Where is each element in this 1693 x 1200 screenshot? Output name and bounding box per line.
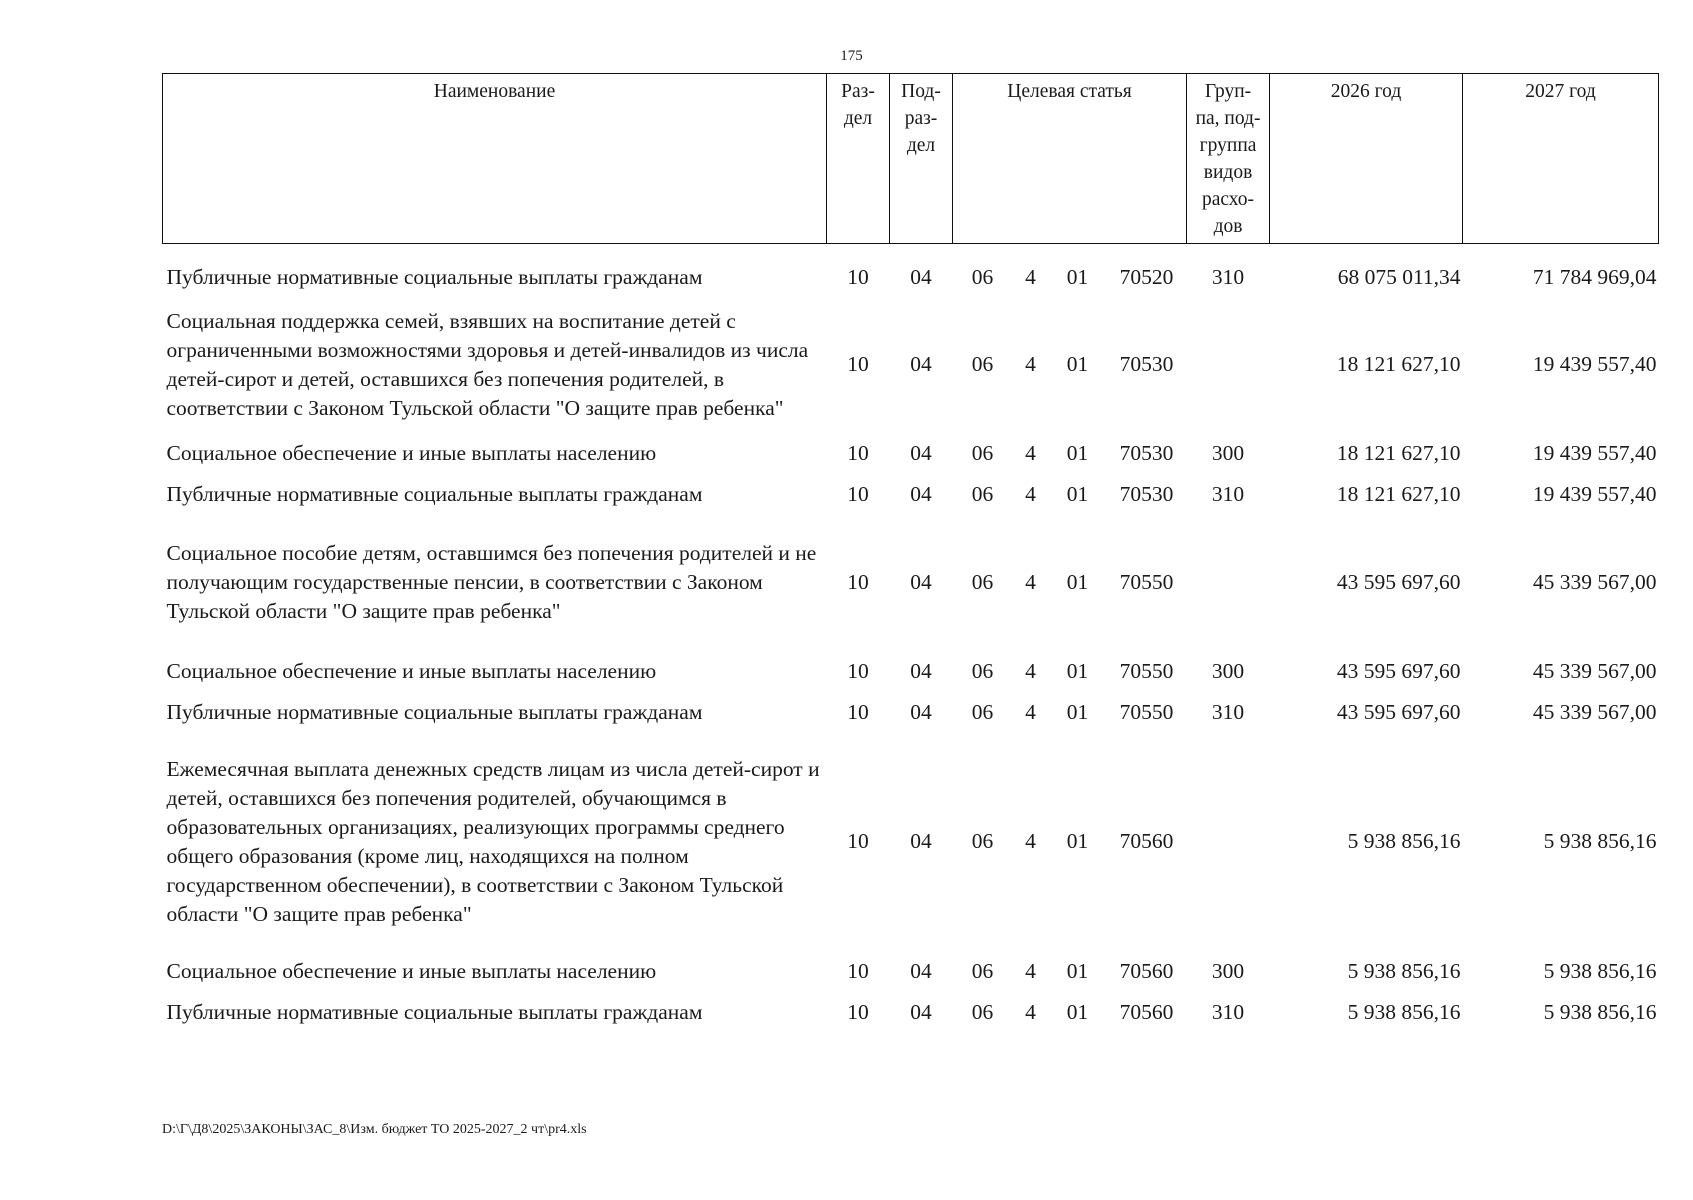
row-vid-rashodov (1187, 515, 1270, 651)
row-name: Социальное обеспечение и иные выплаты населению (166, 658, 657, 683)
row-cs-complex: 01 (1066, 958, 1089, 983)
row-vid-rashodov: 300 (1211, 658, 1245, 683)
row-cs-complex: 01 (1066, 999, 1089, 1024)
row-cs-direction: 70530 (1119, 440, 1174, 465)
row-amount-2027: 19 439 557,40 (1532, 352, 1657, 376)
row-cs-direction: 70550 (1119, 570, 1174, 594)
row-name: Ежемесячная выплата денежных средств лицам из числа детей-сирот и детей, оставшихся без попечения родителей, обучающимся в образовательных организациях, реализующих программы среднего общего образования (кроме лиц, находящихся на полном государственном обеспечении), в соответствии с Законом Тульской области "О защите прав ребенка" (166, 756, 820, 926)
row-cs-complex: 01 (1066, 352, 1089, 376)
row-podrazdel: 04 (910, 481, 932, 506)
row-cs-type: 4 (1025, 958, 1036, 983)
row-amount-2026: 43 595 697,60 (1336, 658, 1461, 683)
row-podrazdel: 04 (910, 658, 932, 683)
table-row (163, 474, 1659, 515)
header-2027: 2027 год (1463, 74, 1659, 244)
header-podrazdel: Под- раз- дел (890, 74, 953, 244)
row-cs-program: 06 (971, 829, 994, 853)
row-cs-program: 06 (971, 264, 994, 289)
table-row (163, 244, 1659, 297)
row-amount-2026: 18 121 627,10 (1336, 481, 1461, 506)
row-name: Социальная поддержка семей, взявших на воспитание детей с ограниченными возможностями здоровья и детей-инвалидов из числа детей-сирот и детей, оставшихся без попечения родителей, в соответствии с Законом Тульской области "О защите прав ребенка" (166, 308, 809, 420)
row-cs-complex: 01 (1066, 264, 1089, 289)
row-razdel: 10 (847, 658, 869, 683)
row-name: Публичные нормативные социальные выплаты гражданам (166, 264, 703, 289)
row-name: Социальное обеспечение и иные выплаты населению (166, 440, 657, 465)
row-podrazdel: 04 (910, 958, 932, 983)
row-podrazdel: 04 (910, 352, 932, 376)
row-cs-program: 06 (971, 440, 994, 465)
row-amount-2027: 5 938 856,16 (1543, 829, 1657, 853)
row-amount-2026: 5 938 856,16 (1347, 999, 1461, 1024)
footer-file-path: D:\Г\Д8\2025\ЗАКОНЫ\ЗАС_8\Изм. бюджет ТО 2025-2027_2 чт\pr4.xls (162, 1122, 587, 1137)
row-vid-rashodov: 300 (1211, 958, 1245, 983)
row-amount-2027: 5 938 856,16 (1543, 958, 1657, 983)
table-row (163, 433, 1659, 474)
table-row (163, 692, 1659, 733)
row-name: Публичные нормативные социальные выплаты гражданам (166, 999, 703, 1024)
row-cs-direction: 70550 (1119, 658, 1174, 683)
row-cs-direction: 70520 (1119, 264, 1174, 289)
row-cs-complex: 01 (1066, 440, 1089, 465)
table-header (163, 74, 1659, 244)
table-row (163, 733, 1659, 951)
table-row (163, 992, 1659, 1033)
row-amount-2026: 68 075 011,34 (1337, 264, 1461, 289)
row-amount-2026: 18 121 627,10 (1336, 440, 1461, 465)
row-vid-rashodov: 310 (1211, 699, 1245, 724)
row-amount-2027: 45 339 567,00 (1532, 699, 1657, 724)
row-razdel: 10 (847, 958, 869, 983)
row-name: Социальное обеспечение и иные выплаты населению (166, 958, 657, 983)
row-amount-2027: 19 439 557,40 (1532, 481, 1657, 506)
row-cs-type: 4 (1025, 440, 1036, 465)
row-cs-direction: 70550 (1119, 699, 1174, 724)
row-cs-type: 4 (1025, 570, 1036, 594)
header-2026: 2026 год (1270, 74, 1463, 244)
row-razdel: 10 (847, 481, 869, 506)
row-cs-complex: 01 (1066, 481, 1089, 506)
header-tselevaya-statya: Целевая статья (953, 74, 1187, 244)
row-cs-complex: 01 (1066, 699, 1089, 724)
row-vid-rashodov: 310 (1211, 999, 1245, 1024)
row-podrazdel: 04 (910, 999, 932, 1024)
row-amount-2027: 71 784 969,04 (1532, 264, 1657, 289)
header-gruppa: Груп- па, под- группа видов расхо- дов (1187, 74, 1270, 244)
row-vid-rashodov (1187, 297, 1270, 433)
row-cs-program: 06 (971, 352, 994, 376)
header-name: Наименование (163, 74, 827, 244)
row-amount-2026: 5 938 856,16 (1347, 958, 1461, 983)
row-razdel: 10 (847, 999, 869, 1024)
row-vid-rashodov: 310 (1211, 264, 1245, 289)
row-podrazdel: 04 (910, 440, 932, 465)
row-podrazdel: 04 (910, 570, 932, 594)
row-name: Публичные нормативные социальные выплаты гражданам (166, 481, 703, 506)
table-row (163, 951, 1659, 992)
row-cs-program: 06 (971, 958, 994, 983)
row-cs-type: 4 (1025, 658, 1036, 683)
row-vid-rashodov (1187, 733, 1270, 951)
row-cs-type: 4 (1025, 352, 1036, 376)
row-vid-rashodov: 310 (1211, 481, 1245, 506)
row-amount-2027: 5 938 856,16 (1543, 999, 1657, 1024)
row-cs-program: 06 (971, 658, 994, 683)
row-cs-type: 4 (1025, 999, 1036, 1024)
row-name: Социальное пособие детям, оставшимся без попечения родителей и не получающим государственные пенсии, в соответствии с Законом Тульской области "О защите прав ребенка" (166, 541, 817, 623)
row-razdel: 10 (847, 352, 869, 376)
row-razdel: 10 (847, 440, 869, 465)
row-cs-direction: 70530 (1119, 352, 1174, 376)
row-amount-2026: 18 121 627,10 (1336, 352, 1461, 376)
row-razdel: 10 (847, 829, 869, 853)
row-cs-direction: 70560 (1119, 958, 1174, 983)
row-razdel: 10 (847, 699, 869, 724)
row-vid-rashodov: 300 (1211, 440, 1245, 465)
table-row (163, 515, 1659, 651)
table-body (163, 244, 1659, 1033)
row-cs-complex: 01 (1066, 658, 1089, 683)
table-row (163, 651, 1659, 692)
row-amount-2027: 45 339 567,00 (1532, 658, 1657, 683)
row-podrazdel: 04 (910, 264, 932, 289)
row-cs-program: 06 (971, 570, 994, 594)
row-cs-program: 06 (971, 699, 994, 724)
table-row (163, 297, 1659, 433)
row-cs-direction: 70560 (1119, 829, 1174, 853)
row-amount-2027: 19 439 557,40 (1532, 440, 1657, 465)
row-podrazdel: 04 (910, 699, 932, 724)
row-cs-direction: 70560 (1119, 999, 1174, 1024)
row-cs-program: 06 (971, 999, 994, 1024)
row-razdel: 10 (847, 264, 869, 289)
budget-sheet (162, 73, 1658, 1033)
header-razdel: Раз- дел (827, 74, 890, 244)
page-number: 175 (840, 48, 863, 64)
row-cs-complex: 01 (1066, 829, 1089, 853)
row-podrazdel: 04 (910, 829, 932, 853)
row-cs-program: 06 (971, 481, 994, 506)
row-razdel: 10 (847, 570, 869, 594)
row-cs-type: 4 (1025, 264, 1036, 289)
row-cs-type: 4 (1025, 699, 1036, 724)
row-amount-2026: 43 595 697,60 (1336, 570, 1461, 594)
row-cs-complex: 01 (1066, 570, 1089, 594)
row-amount-2026: 43 595 697,60 (1336, 699, 1461, 724)
row-cs-type: 4 (1025, 829, 1036, 853)
row-cs-type: 4 (1025, 481, 1036, 506)
row-cs-direction: 70530 (1119, 481, 1174, 506)
row-amount-2026: 5 938 856,16 (1347, 829, 1461, 853)
budget-table (162, 73, 1659, 1033)
row-amount-2027: 45 339 567,00 (1532, 570, 1657, 594)
row-name: Публичные нормативные социальные выплаты гражданам (166, 699, 703, 724)
